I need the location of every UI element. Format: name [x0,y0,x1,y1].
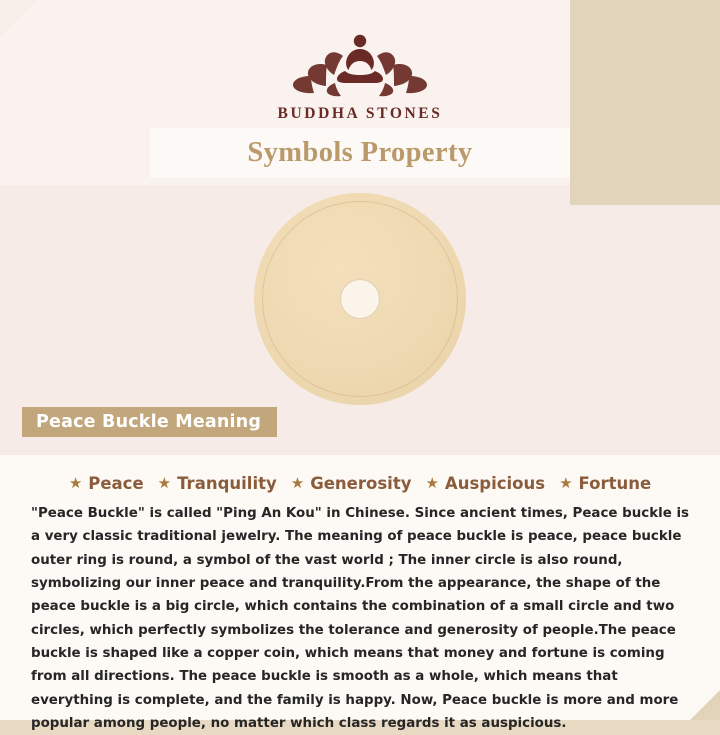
keyword-label: Auspicious [444,474,546,493]
description-text: "Peace Buckle" is called "Ping An Kou" in Chinese. Since ancient times, Peace buckle is a very classic traditional jewelry. The meaning of peace buckle is peace, peace buckle outer ring is round, a symbol of the vast world ; The inner circle is also round, symbolizing our inner peace and tranquility.From the appearance, the shape of the peace buckle is a big circle, which contains the combination of a small circle and two circles, which perfectly symbolizes the tolerance and generosity of people.The peace buckle is shaped like a copper coin, which means that money and fortune is coming from all directions. The peace buckle is smooth as a whole, which means that everything is complete, and the family is happy. Now, Peace buckle is more and more popular among people, no matter which class regards it as auspicious. [31,506,690,731]
page-title [150,128,570,178]
section-label-ribbon [22,407,277,437]
bottom-right-corner-wedge [690,690,720,720]
disc-inner-hole [340,279,380,319]
star-icon: ★ [290,474,305,492]
product-image [0,193,720,405]
keyword-label: Peace [88,474,144,493]
star-icon: ★ [68,474,83,492]
keyword-item [158,474,277,493]
lotus-meditation-icon [275,26,445,98]
star-icon: ★ [425,474,439,492]
keyword-item [559,474,651,493]
peace-buckle-disc-icon [254,193,466,405]
keyword-row [0,474,720,493]
keyword-label: Fortune [578,474,652,493]
keyword-label: Generosity [310,474,412,493]
page-title-text: Symbols Property [247,137,473,168]
brand-name: BUDDHA STONES [277,105,443,122]
brand-logo [0,26,720,123]
keyword-item [291,474,412,493]
star-icon: ★ [157,474,172,492]
star-icon: ★ [559,474,573,492]
keyword-item [69,474,144,493]
section-label-text: Peace Buckle Meaning [36,412,262,432]
keyword-item [425,474,545,493]
keyword-label: Tranquility [177,474,277,493]
